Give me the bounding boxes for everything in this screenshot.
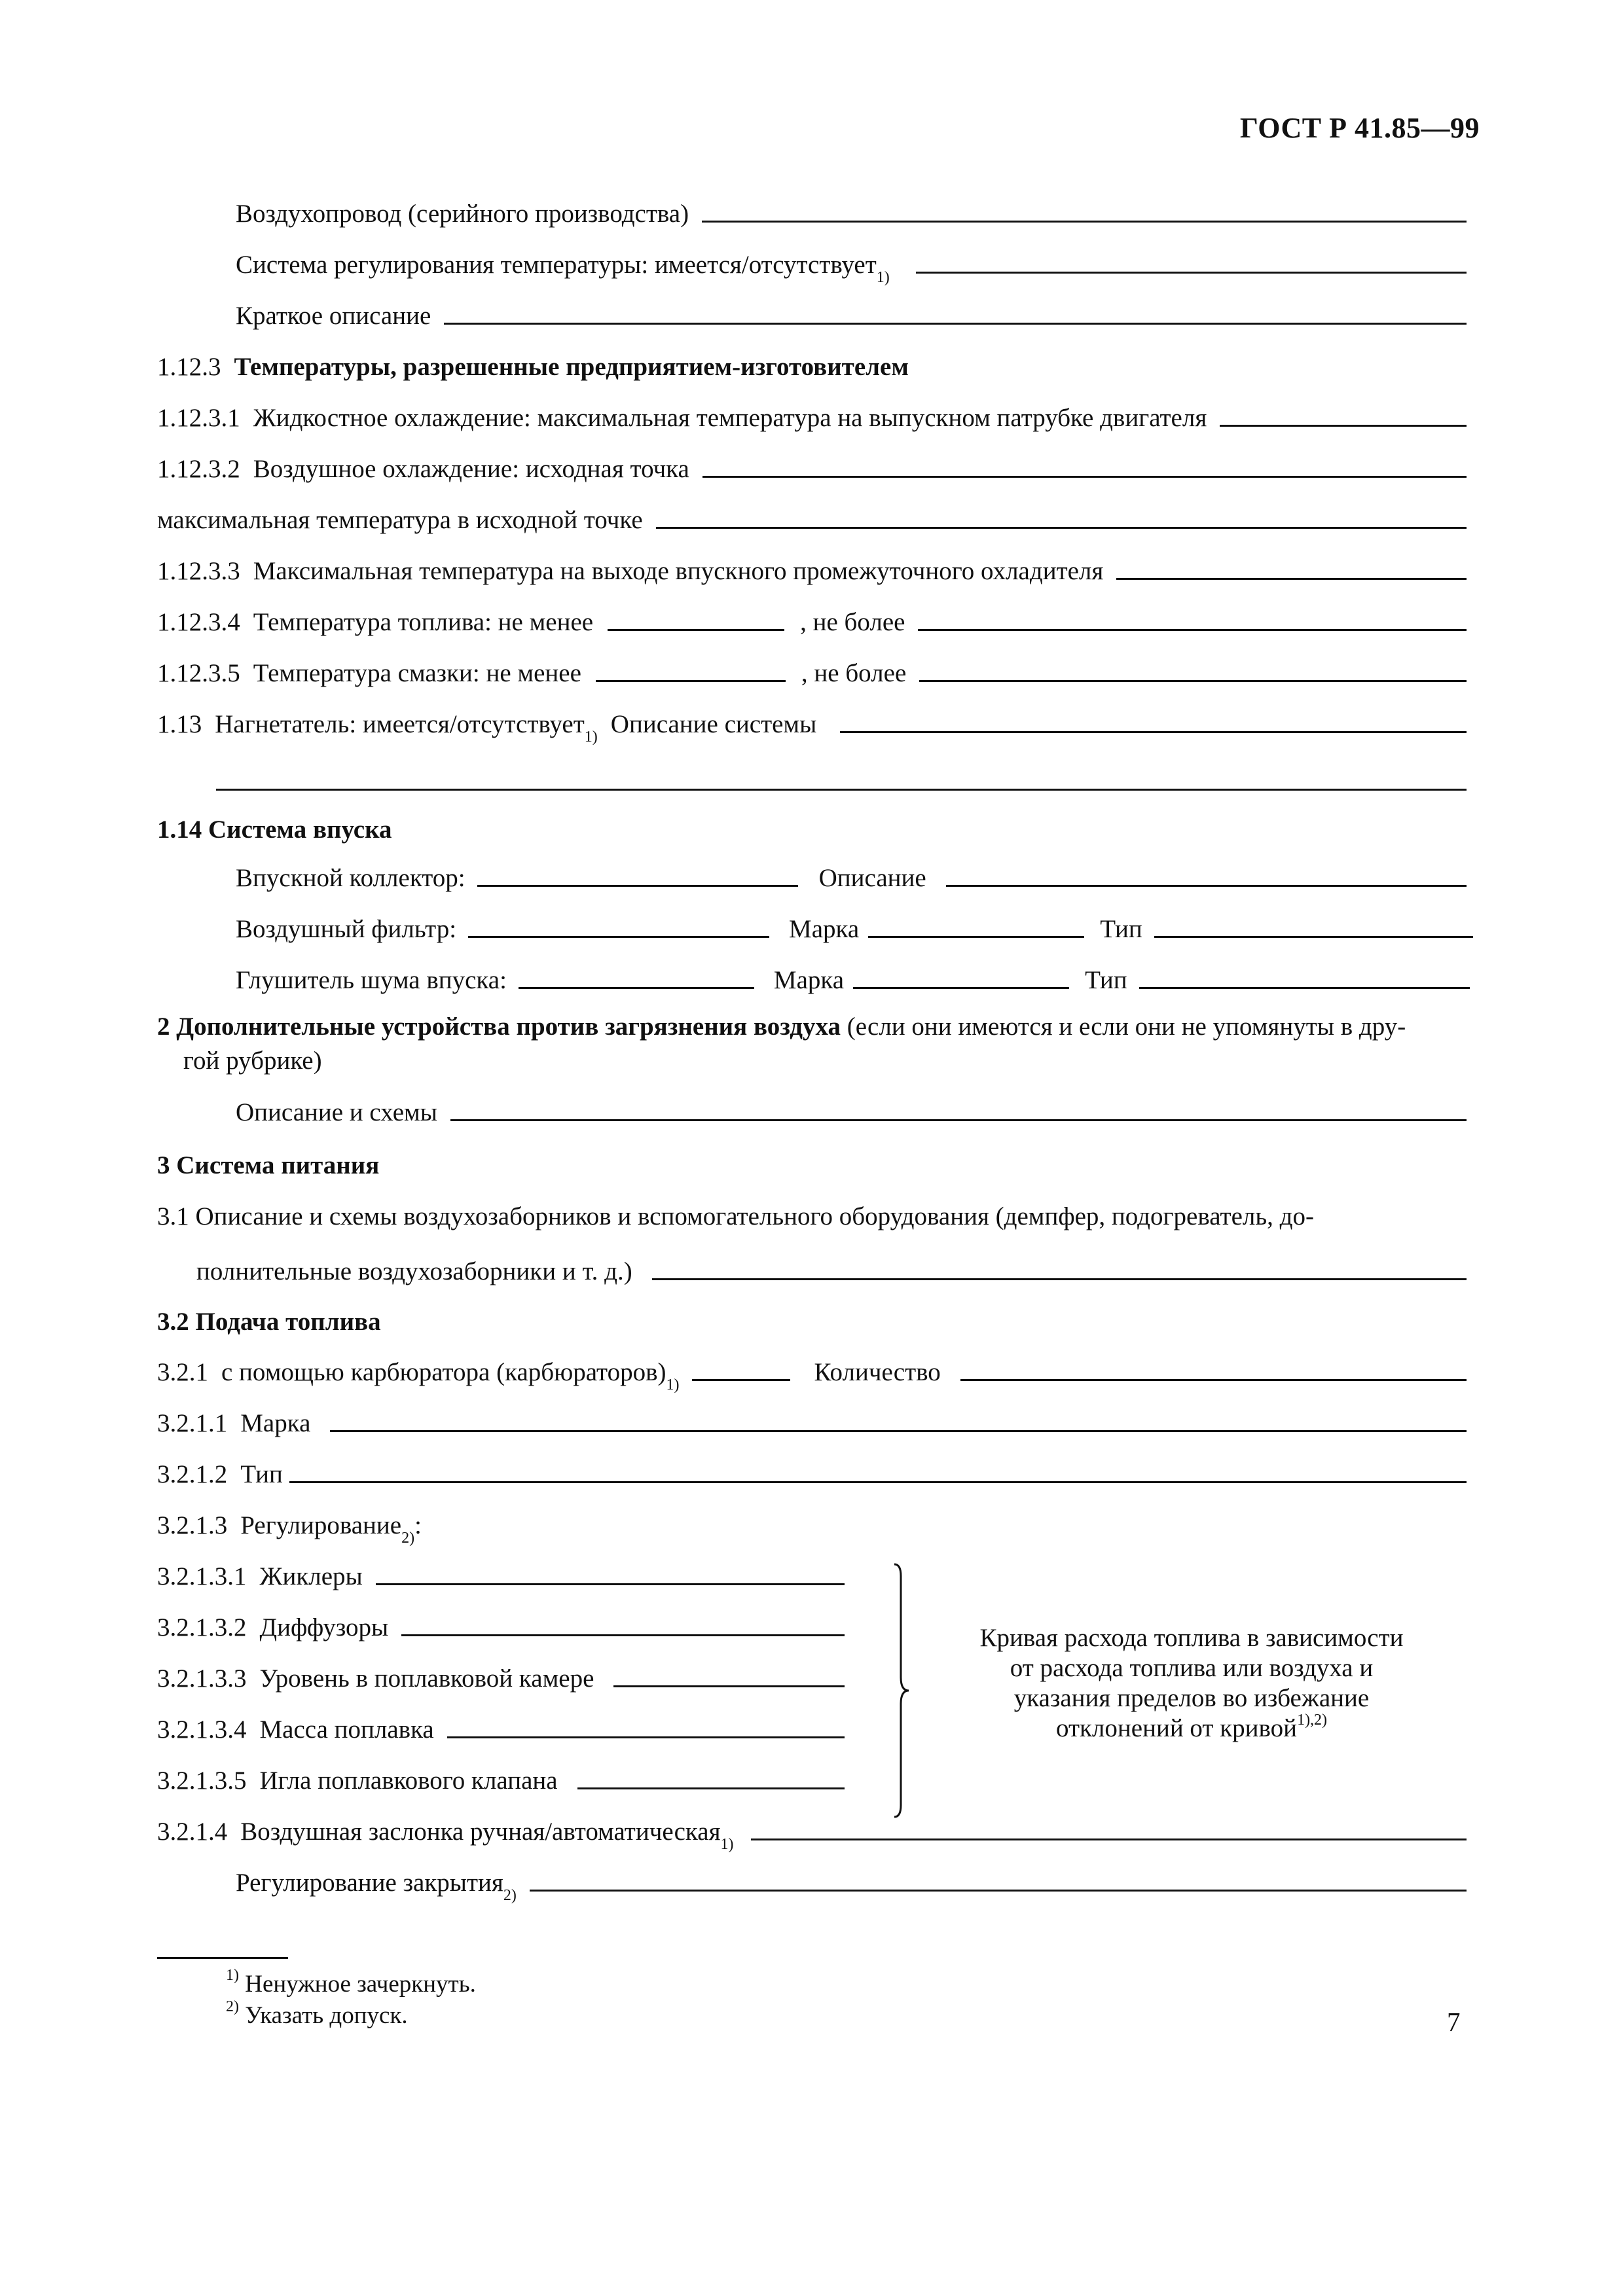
blank-field-max[interactable] [919, 680, 1467, 682]
label: Воздушное охлаждение: исходная точка [253, 455, 689, 483]
label: с помощью карбюратора (карбюраторов) [221, 1358, 666, 1386]
item-number: 1.12.3.5 [157, 659, 240, 687]
page-number: 7 [1447, 2007, 1461, 2037]
line-3-2-1-3-2 [157, 1604, 845, 1640]
blank-field[interactable] [330, 1430, 1467, 1432]
blank-field[interactable] [916, 272, 1467, 274]
document-id: ГОСТ Р 41.85—99 [1239, 112, 1480, 144]
blank-field[interactable] [289, 1481, 1467, 1483]
label-brand: Марка [773, 966, 845, 994]
blank-field-brand[interactable] [868, 936, 1084, 938]
line-3-1 [157, 1193, 1467, 1229]
note-line: Кривая расхода топлива в зависимости [979, 1624, 1404, 1652]
item-number: 3.2.1.2 [157, 1460, 228, 1488]
blank-field[interactable] [656, 527, 1467, 529]
blank-field[interactable] [702, 476, 1467, 478]
item-number: 3.2.1.3.4 [157, 1715, 247, 1744]
section-2 [157, 1010, 1467, 1078]
item-number: 1.13 [157, 710, 202, 738]
item-number: 3.2.1.3.2 [157, 1613, 247, 1641]
label: Система регулирования температуры: имеется/отсутствует [236, 251, 877, 279]
footnote-ref: 1),2) [1297, 1712, 1328, 1729]
footnote-mark: 2) [226, 1998, 239, 2015]
line-1-12-3-4 [157, 598, 1467, 635]
item-number: 1.12.3.4 [157, 608, 240, 636]
label: максимальная температура в исходной точке [157, 506, 643, 534]
blank-field-description[interactable] [946, 885, 1467, 887]
footnote-divider [157, 1957, 288, 1959]
label-description: Описание системы [610, 710, 817, 738]
curly-brace [892, 1563, 911, 1818]
blank-field-min[interactable] [608, 629, 784, 631]
line-description-schemes [236, 1088, 1467, 1125]
blank-field[interactable] [692, 1379, 790, 1381]
label: Температура топлива: не менее [253, 608, 594, 636]
footnote-text: Ненужное зачеркнуть. [245, 1971, 476, 1998]
label: Жиклеры [259, 1562, 363, 1590]
line-vozduhoprovod [236, 190, 1467, 226]
line-1-13-continuation [216, 758, 1467, 795]
label: полнительные воздухозаборники и т. д.) [196, 1257, 632, 1285]
section-1-14-title: 1.14 Система впуска [157, 816, 392, 844]
line-1-12-3-2 [157, 445, 1467, 482]
blank-field[interactable] [216, 789, 1467, 791]
blank-field-type[interactable] [1154, 936, 1473, 938]
line-3-2-1: 3.2.1 с помощью карбюратора (карбюраторов) 1) Количество [157, 1348, 1467, 1385]
label: Масса поплавка [259, 1715, 434, 1744]
line-3-2-1-3-1 [157, 1552, 845, 1589]
colon: : [414, 1511, 422, 1539]
label-type: Тип [1085, 966, 1127, 994]
blank-field[interactable] [1116, 578, 1467, 580]
item-number: 3.2.1.3.1 [157, 1562, 247, 1590]
item-number: 3.2.1 [157, 1358, 208, 1386]
item-number: 1.12.3.3 [157, 557, 240, 585]
label: Краткое описание [236, 302, 431, 330]
footnote-mark: 1) [226, 1967, 239, 1984]
line-3-2-1-3-5 [157, 1757, 845, 1793]
note-line: указания пределов во избежание [1013, 1684, 1370, 1712]
blank-field[interactable] [751, 1839, 1467, 1840]
label: Воздушный фильтр: [236, 915, 457, 943]
line-3-2-1-1 [157, 1399, 1467, 1436]
blank-field[interactable] [444, 323, 1467, 325]
footnote-1 [226, 1967, 476, 1998]
blank-field[interactable] [840, 731, 1467, 733]
section-2-note: (если они имеются и если они не упомянуты в дру- [840, 1013, 1406, 1041]
line-3-1-cont [196, 1247, 1467, 1284]
label: Жидкостное охлаждение: максимальная температура на выпускном патрубке двигателя [253, 404, 1207, 432]
blank-field[interactable] [468, 936, 769, 938]
label: Воздушная заслонка ручная/автоматическая [240, 1818, 721, 1846]
label: Температура смазки: не менее [253, 659, 581, 687]
label: Описание и схемы [236, 1098, 437, 1126]
label: Регулирование [240, 1511, 402, 1539]
blank-field-max[interactable] [918, 629, 1467, 631]
item-number: 3.2.1.4 [157, 1818, 228, 1846]
footnote-2 [226, 1998, 408, 2030]
section-number: 1.12.3 [157, 353, 221, 381]
line-3-2-1-4: 3.2.1.4 Воздушная заслонка ручная/автоматическая 1) [157, 1808, 1467, 1844]
section-3-2-title: 3.2 Подача топлива [157, 1308, 381, 1336]
label: 3.1 Описание и схемы воздухозаборников и вспомогательного оборудования (демпфер, подогреватель, до- [157, 1202, 1314, 1230]
line-brief-description [236, 292, 1467, 329]
label: Воздухопровод (серийного производства) [236, 200, 689, 228]
item-number: 1.12.3.1 [157, 404, 240, 432]
line-closing-adjustment: Регулирование закрытия 2) [236, 1859, 1467, 1895]
blank-field[interactable] [477, 885, 798, 887]
item-number: 3.2.1.1 [157, 1409, 228, 1437]
label-quantity: Количество [814, 1358, 941, 1386]
section-2-note-cont: гой рубрике) [183, 1047, 322, 1075]
line-1-13: 1.13 Нагнетатель: имеется/отсутствует 1) Описание системы [157, 700, 1467, 737]
line-max-temp-point [157, 496, 1467, 533]
label: Уровень в поплавковой камере [259, 1664, 594, 1693]
section-2-title: 2 Дополнительные устройства против загрязнения воздуха [157, 1013, 841, 1041]
section-title: Температуры, разрешенные предприятием-изготовителем [234, 353, 909, 381]
item-number: 3.2.1.3.5 [157, 1767, 247, 1795]
line-1-12-3-5 [157, 649, 1467, 686]
label-description: Описание [818, 864, 926, 892]
item-number: 3.2.1.3 [157, 1511, 228, 1539]
label-type: Тип [1100, 915, 1142, 943]
note-line: отклонений от кривой [1055, 1714, 1298, 1742]
label: Марка [240, 1409, 311, 1437]
item-number: 3.2.1.3.3 [157, 1664, 247, 1693]
label: Глушитель шума впуска: [236, 966, 507, 994]
blank-field[interactable] [530, 1890, 1467, 1892]
label-brand: Марка [789, 915, 860, 943]
label: Впускной коллектор: [236, 864, 465, 892]
line-temp-regulation: Система регулирования температуры: имеется/отсутствует 1) [236, 241, 1467, 278]
label-max: , не более [801, 659, 907, 687]
line-1-12-3-1 [157, 394, 1467, 431]
label-max: , не более [800, 608, 905, 636]
label: Регулирование закрытия [236, 1869, 503, 1897]
blank-field[interactable] [450, 1119, 1467, 1121]
section-1-12-3 [157, 343, 1467, 380]
label: Максимальная температура на выходе впускного промежуточного охладителя [253, 557, 1104, 585]
line-1-12-3-3 [157, 547, 1467, 584]
fuel-curve-note [933, 1623, 1450, 1744]
line-3-2-1-3-4 [157, 1706, 845, 1742]
blank-field[interactable] [447, 1736, 845, 1738]
blank-field[interactable] [613, 1685, 845, 1687]
line-intake-silencer [236, 956, 1470, 993]
blank-field[interactable] [577, 1787, 845, 1789]
line-intake-manifold [236, 854, 1467, 891]
section-3-title: 3 Система питания [157, 1151, 380, 1179]
blank-field-quantity[interactable] [960, 1379, 1467, 1381]
line-3-2-1-3: 3.2.1.3 Регулирование 2) : [157, 1511, 422, 1547]
note-line: от расхода топлива или воздуха и [1010, 1654, 1374, 1682]
label: Нагнетатель: имеется/отсутствует [215, 710, 585, 738]
line-3-2-1-2 [157, 1450, 1467, 1487]
line-3-2-1-3-3 [157, 1655, 845, 1691]
blank-field[interactable] [652, 1278, 1467, 1280]
blank-field[interactable] [1220, 425, 1467, 427]
blank-field[interactable] [702, 221, 1467, 223]
blank-field-min[interactable] [596, 680, 786, 682]
label: Диффузоры [259, 1613, 389, 1641]
blank-field[interactable] [519, 987, 754, 989]
line-air-filter [236, 905, 1473, 942]
label: Тип [240, 1460, 283, 1488]
blank-field[interactable] [376, 1583, 845, 1585]
blank-field[interactable] [401, 1634, 845, 1636]
blank-field-type[interactable] [1139, 987, 1470, 989]
footnote-text: Указать допуск. [245, 2002, 408, 2029]
label: Игла поплавкового клапана [259, 1767, 558, 1795]
blank-field-brand[interactable] [853, 987, 1069, 989]
item-number: 1.12.3.2 [157, 455, 240, 483]
